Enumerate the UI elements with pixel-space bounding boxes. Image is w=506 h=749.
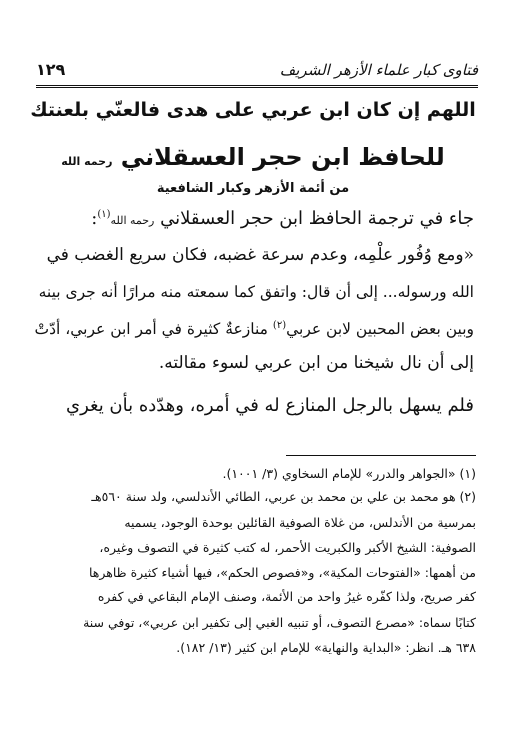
running-title: فتاوى كبار علماء الأزهر الشريف [279, 61, 478, 79]
running-header [36, 58, 478, 84]
footnote-2-line-1: (٢) هو محمد بن علي بن محمد بن عربي، الطائي الأندلسي، ولد سنة ٥٦٠هـ [91, 489, 476, 504]
footnote-2-line-4: من أهمها: «الفتوحات المكية»، و«فصوص الحكم»، فيها أشياء كثيرة ظاهرها [88, 565, 476, 580]
header-divider [36, 85, 478, 88]
footnote-ref-1: (١) [97, 209, 111, 220]
footnote-1: (١) «الجواهر والدرر» للإمام السخاوي (٣/ ١٠٠١). [222, 466, 476, 481]
honorific-seal-inline: رحمه الله [110, 214, 155, 227]
body-line-4a: وبين بعض المحبين لابن عربي [286, 320, 474, 339]
footnote-2-line-6: كتابًا سماه: «مصرع التصوف، أو تنبيه الغبي إلى تكفير ابن عربي»، توفي سنة [83, 615, 476, 630]
body-line-2: «ومع وُفُور علْمِه، وعدم سرعة غضبه، فكان سريع الغضب في [46, 245, 474, 265]
page-number: ١٢٩ [36, 60, 66, 79]
body-line-6: فلم يسهل بالرجل المنازع له في أمره، وهدّده بأن يغري [65, 395, 474, 416]
body-line-1-colon: : [91, 208, 98, 229]
body-line-1 [30, 210, 474, 228]
body-line-3: الله ورسوله... إلى أن قال: واتفق كما سمعته منه مرارًا أنه جرى بينه [38, 283, 474, 301]
footnote-divider [286, 455, 476, 456]
footnote-2-line-2: بمرسية من الأندلس، من غلاة الصوفية القائلين بوحدة الوجود، يسميه [124, 515, 476, 530]
body-line-4 [30, 321, 474, 338]
footnote-2-line-5: كفر صريح، ولذا كفّره غيرُ واحد من الأئمة، وصنف الإمام البقاعي في كفره [97, 589, 476, 604]
footnote-ref-2: (٢) [272, 320, 287, 331]
footnote-2-line-7: ٦٣٨ هـ. انظر: «البداية والنهاية» للإمام ابن كثير (١٣/ ١٨٢). [176, 640, 476, 655]
subtitle-text: للحافظ ابن حجر العسقلاني [120, 143, 445, 171]
chapter-byline: من أئمة الأزهر وكبار الشافعية [156, 181, 350, 196]
chapter-subtitle [30, 143, 476, 171]
body-line-4b: منازعةٌ كثيرة في أمر ابن عربي، أدّتْ [34, 320, 268, 339]
body-line-1-text: جاء في ترجمة الحافظ ابن حجر العسقلاني [160, 208, 474, 229]
chapter-title: اللهم إن كان ابن عربي على هدى فالعنّي بلعنتك [30, 99, 476, 121]
body-line-5: إلى أن نال شيخنا من ابن عربي لسوء مقالته. [158, 353, 474, 373]
honorific-seal: رحمه الله [61, 155, 113, 168]
footnote-2-line-3: الصوفية: الشيخ الأكبر والكبريت الأحمر، له كتب كثيرة في التصوف وغيره، [99, 540, 476, 555]
